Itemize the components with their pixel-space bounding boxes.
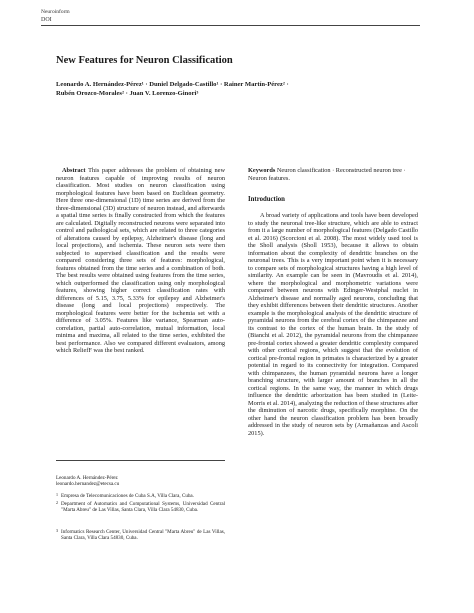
affiliation-footnote-1 — [56, 493, 225, 499]
footnote-text-3: Informatics Research Center, Universidad Central "Marta Abreu" de Las Villas, Santa Clara, Villa Clara 54830, Cuba. — [61, 529, 225, 542]
footnote-number-2: 2 — [56, 500, 58, 505]
paper-title: New Features for Neuron Classification — [56, 55, 233, 66]
abstract — [56, 167, 225, 355]
keywords-text: Neuron classification · Reconstructed neuron tree · Neuron features. — [248, 167, 406, 182]
keywords — [248, 167, 418, 182]
footnote-rule — [56, 460, 225, 461]
corresponding-author-note — [56, 475, 225, 488]
abstract-label: Abstract — [62, 167, 86, 174]
doi-label: DOI — [41, 17, 52, 23]
introduction-text: A broad variety of applications and tools have been developed to study the neuronal tree-like structure, which are able to extract from it a large number of morphological features (Delgado Castillo et al. 2016) (Scorcioni et al. 2008). The most widely used tool is the Sholl analysis (Sholl 1953), because it allows to obtain information about the complexity of dendritic branches on the neuronal trees. This is a very important point when it is necessary to compare sets of morphological structures having a high level of similarity. An example can be seen in (Mavroudis et al. 2014), where the morphological and morphometric variations were compared between neurons with Edinger-Westphal nuclei in Alzheimer's disease and normally aged neurons, concluding that they exhibit differences between their dendritic structures. Another example is the morphological analysis of the dendritic structure of pyramidal neurons from the cerebral cortex of the chimpanzee and its contrast to the cortex of the human brain. In the study of (Bianchi et al. 2012), the pyramidal neurons from the chimpanzee pre-frontal cortex showed a greater dendritic complexity compared with other cortical regions, which suggest that the evolution of cortical pre-frontal region in primates is characterized by a greater potential in regard to its connectivity for integration. Compared with chimpanzees, the human pyramidal neurons have a longer branching structure, with larger amount of branches in all the cortical regions. In the same way, the manner in which drugs influence the dendritic arborization has been studied in (Leite-Morris et al. 2014), analyzing the reduction of these structures after the diminution of narcotic drugs, specifically morphine. On the other hand the neuron classification problem has been broadly addressed in the study of neuron sets by (Armañanzas and Ascoli 2015). — [248, 212, 418, 437]
author-line-1: Leonardo A. Hernández-Pérez¹ · Duniel Delgado-Castillo¹ · Rainer Martín-Pérez² · — [56, 81, 289, 88]
keywords-label: Keywords — [248, 167, 276, 174]
abstract-text: This paper addresses the problem of obtaining new neuron features capable of improving results of neuron classification. Most studies on neuron classification using morphological features have been based on Euclidean geometry. Here three one-dimensional (1D) time series are derived from the three-dimensional (3D) structure of neuron instead, and afterwards a spatial time series is finally constructed from which the features are calculated. Digitally reconstructed neurons were separated into control and pathological sets, which are related to three categories of alterations caused by epilepsy, Alzheimer's disease (long and local projections), and ischemia. These neuron sets were then subjected to supervised classification and the results were compared considering three sets of features: morphological, features obtained from the time series and a combination of both. The best results were obtained using features from the time series, which outperformed the classification using only morphological features, showing higher correct classification rates with differences of 5.15, 3.75, 5.33% for epilepsy and Alzheimer's disease (long and local projections) respectively. The morphological features were better for the ischemia set with a difference of 3.05%. Features like variance, Spearman auto-correlation, partial auto-correlation, mutual information, local minima and maxima, all related to the time series, exhibited the best performance. Also we compared different evaluators, among which ReliefF was the best ranked. — [56, 167, 225, 354]
corresponding-author-name: Leonardo A. Hernández-Pérez — [56, 475, 118, 481]
affiliation-footnote-2 — [56, 501, 225, 514]
corresponding-author-email[interactable]: leonardo.hernandez@etecsa.cu — [56, 481, 120, 488]
footnote-text-1: Empresa de Telecomunicaciones de Cuba S.A, Villa Clara, Cuba. — [61, 493, 194, 499]
author-line-2: Rubén Orozco-Morales² · Juan V. Lorenzo-Ginori³ — [56, 90, 199, 97]
affiliation-footnote-3 — [56, 529, 225, 542]
footnote-number-1: 1 — [56, 492, 58, 497]
footnote-number-3: 3 — [56, 528, 58, 533]
journal-name: Neuroinform — [41, 9, 70, 15]
footnote-text-2: Department of Automatics and Computational Systems, Universidad Central "Marta Abreu" de Las Villas, Santa Clara, Villa Clara 54830, Cuba. — [61, 501, 225, 514]
author-list — [56, 80, 416, 98]
header-rule — [41, 25, 420, 26]
introduction-heading: Introduction — [248, 196, 285, 203]
